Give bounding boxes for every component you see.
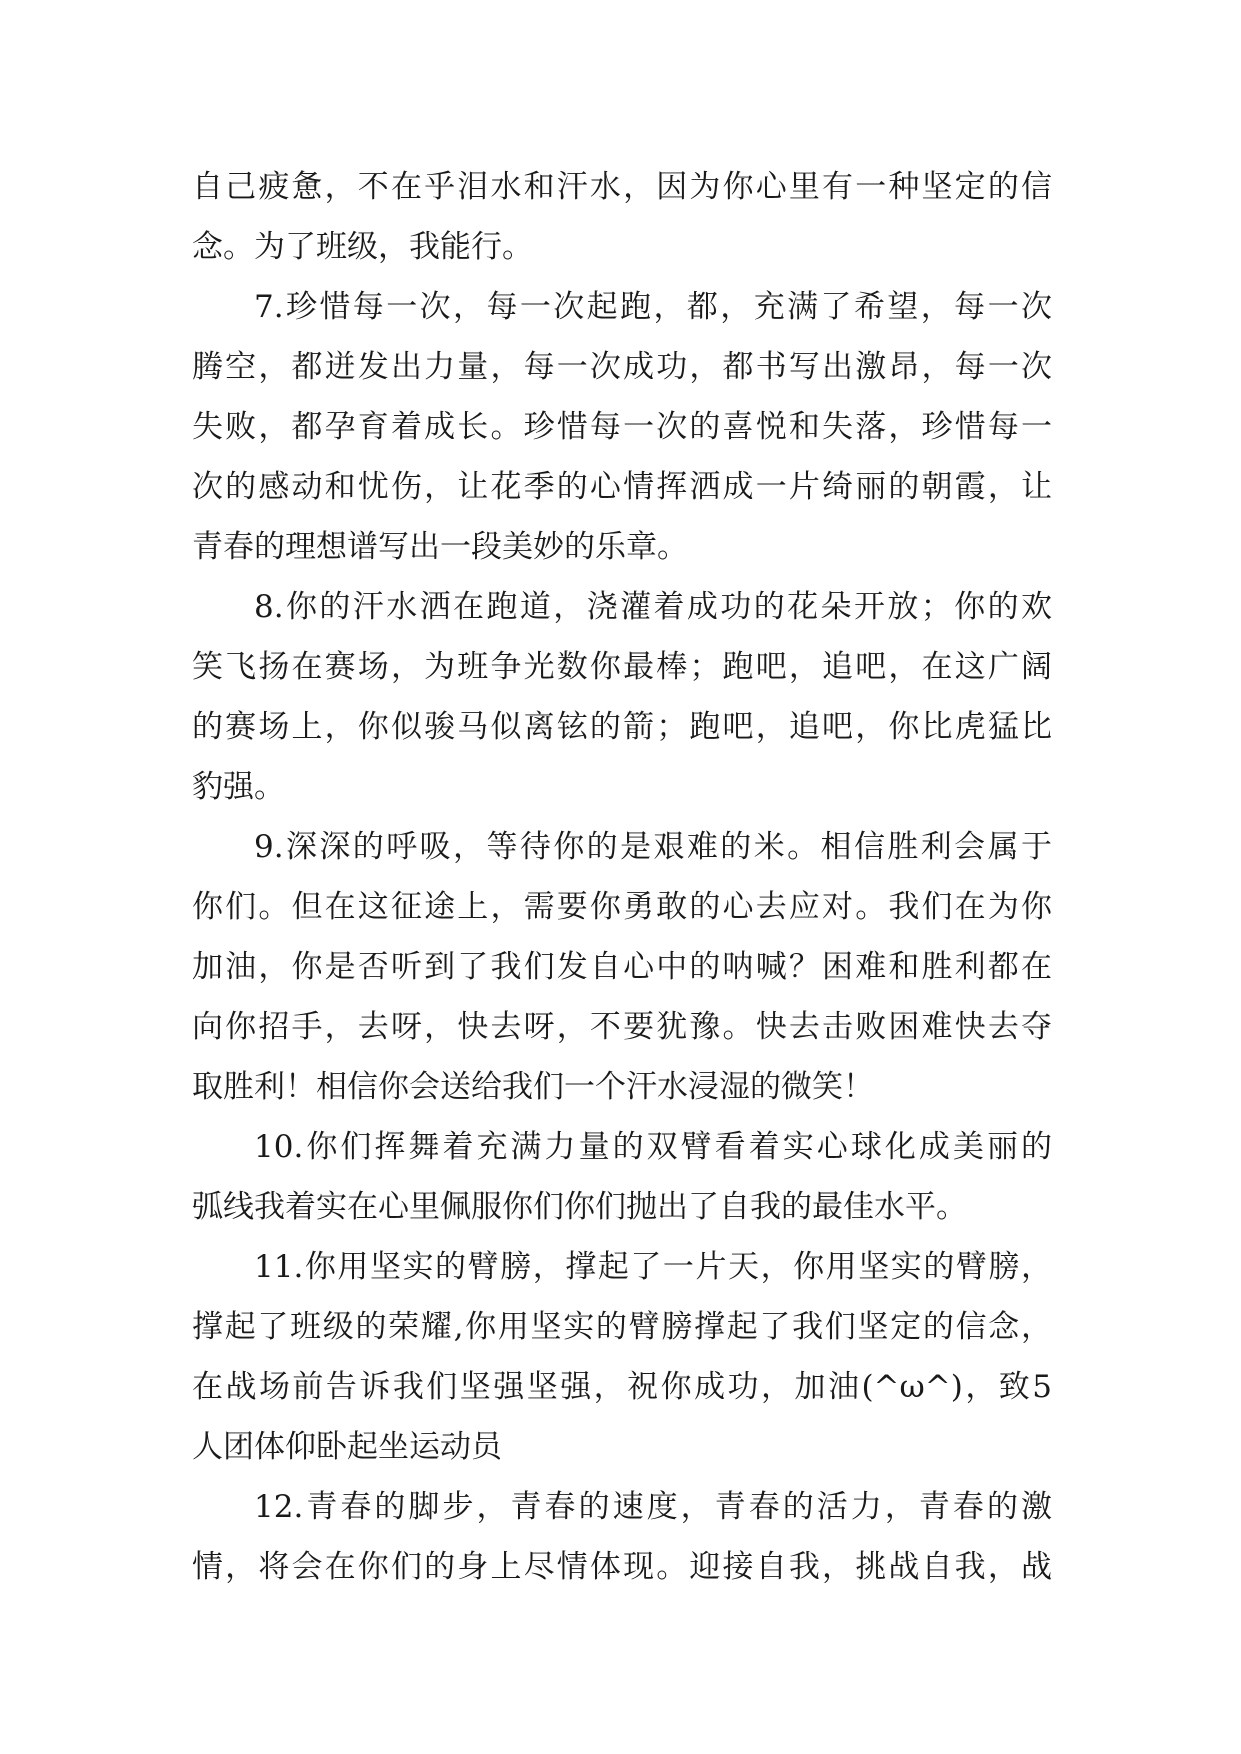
text-line: 青春的理想谱写出一段美妙的乐章。 (192, 529, 688, 565)
text-line: 你们。但在这征途上，需要你勇敢的心去应对。我们在为你 (192, 889, 1052, 925)
text-line: 加油，你是否听到了我们发自心中的呐喊？困难和胜利都在 (192, 949, 1052, 985)
paragraph-7-line: 7.珍惜每一次，每一次起跑，都，充满了希望，每一次 (254, 289, 1052, 325)
text-line: 人团体仰卧起坐运动员 (192, 1429, 502, 1465)
text-line: 腾空，都迸发出力量，每一次成功，都书写出激昂，每一次 (192, 349, 1052, 385)
text-line: 弧线我着实在心里佩服你们你们抛出了自我的最佳水平。 (192, 1189, 967, 1225)
text-line: 笑飞扬在赛场，为班争光数你最棒；跑吧，追吧，在这广阔 (192, 649, 1052, 685)
text-line: 情，将会在你们的身上尽情体现。迎接自我，挑战自我，战 (192, 1549, 1052, 1585)
text-line: 的赛场上，你似骏马似离铉的箭；跑吧，追吧，你比虎猛比 (192, 709, 1052, 745)
text-line: 取胜利！相信你会送给我们一个汗水浸湿的微笑！ (192, 1069, 874, 1105)
text-line: 次的感动和忧伤，让花季的心情挥洒成一片绮丽的朝霞，让 (192, 469, 1052, 505)
paragraph-11-line: 11.你用坚实的臂膀，撑起了一片天，你用坚实的臂膀， (254, 1249, 1052, 1285)
paragraph-10-line: 10.你们挥舞着充满力量的双臂看着实心球化成美丽的 (254, 1129, 1052, 1165)
text-line: 自己疲惫，不在乎泪水和汗水，因为你心里有一种坚定的信 (192, 169, 1052, 205)
text-line: 豹强。 (192, 769, 285, 805)
text-line: 失败，都孕育着成长。珍惜每一次的喜悦和失落，珍惜每一 (192, 409, 1052, 445)
text-line: 念。为了班级，我能行。 (192, 229, 533, 265)
text-line: 向你招手，去呀，快去呀，不要犹豫。快去击败困难快去夺 (192, 1009, 1052, 1045)
text-line: 撑起了班级的荣耀,你用坚实的臂膀撑起了我们坚定的信念， (192, 1309, 1052, 1345)
text-line: 在战场前告诉我们坚强坚强，祝你成功，加油(^ω^)，致5 (192, 1369, 1052, 1405)
paragraph-12-line: 12.青春的脚步，青春的速度，青春的活力，青春的激 (254, 1489, 1052, 1525)
paragraph-9-line: 9.深深的呼吸，等待你的是艰难的米。相信胜利会属于 (254, 829, 1052, 865)
paragraph-8-line: 8.你的汗水洒在跑道，浇灌着成功的花朵开放；你的欢 (254, 589, 1052, 625)
